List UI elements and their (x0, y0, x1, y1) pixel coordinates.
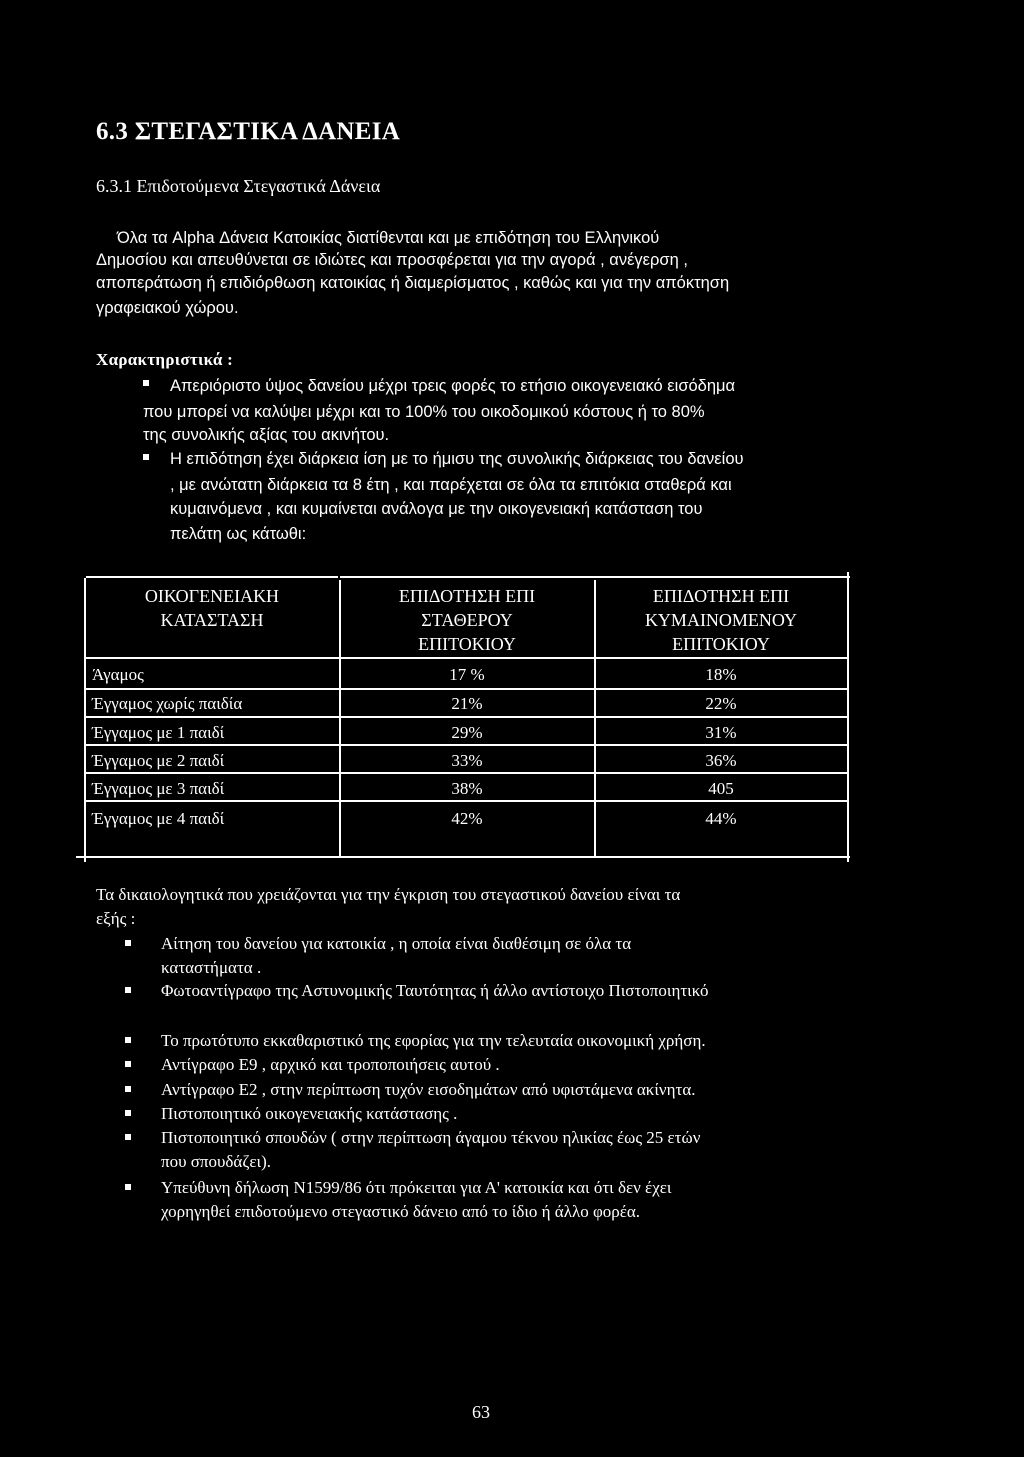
cell-fixed: 17 % (449, 665, 485, 684)
cell-floating: 22% (705, 694, 737, 713)
bullet-icon (143, 454, 149, 460)
document-item: Αντίγραφο Ε2 , στην περίπτωση τυχόν εισοδημάτων από υφιστάμενα ακίνητα. (161, 1080, 696, 1099)
cell-status: Έγγαμος με 3 παιδί (92, 779, 225, 798)
intro-line: αποπεράτωση ή επιδιόρθωση κατοικίας ή διαμερίσματος , καθώς και για την απόκτηση (96, 274, 730, 292)
cell-fixed: 29% (451, 723, 483, 742)
bullet-icon (125, 940, 131, 946)
bullet-icon (125, 1086, 131, 1092)
document-item: Αίτηση του δανείου για κατοικία , η οποία είναι διαθέσιμη σε όλα τα (161, 934, 632, 953)
section-title: 6.3 ΣΤΕΓΑΣΤΙΚΑ ΔΑΝΕΙΑ (96, 118, 401, 145)
cell-floating: 36% (705, 751, 737, 770)
cell-status: Έγγαμος με 1 παιδί (92, 723, 225, 742)
feature-line: πελάτη ως κάτωθι: (170, 525, 307, 543)
subsidy-table (76, 572, 850, 860)
column-header-floating: ΕΠΙΔΟΤΗΣΗ ΕΠΙ ΚΥΜΑΙΝΟΜΕΝΟΥ ΕΠΙΤΟΚΙΟΥ (644, 586, 798, 654)
table-border (86, 688, 848, 690)
feature-line: , με ανώτατη διάρκεια τα 8 έτη , και παρέχεται σε όλα τα επιτόκια σταθερά και (170, 476, 732, 494)
cell-floating: 405 (708, 779, 734, 798)
feature-line: Η επιδότηση έχει διάρκεια ίση με το ήμισυ της συνολικής διάρκειας του δανείου (170, 450, 744, 468)
bullet-icon (143, 380, 149, 386)
table-border (86, 800, 848, 802)
column-header-fixed: ΕΠΙΔΟΤΗΣΗ ΕΠΙ ΣΤΑΘΕΡΟΥ ΕΠΙΤΟΚΙΟΥ (398, 586, 536, 654)
cell-fixed: 42% (451, 809, 483, 828)
document-item: Υπεύθυνη δήλωση Ν1599/86 ότι πρόκειται για Α' κατοικία και ότι δεν έχει (161, 1178, 672, 1197)
table-border (86, 744, 848, 746)
documents-intro-line: εξής : (96, 909, 136, 928)
bullet-icon (125, 1134, 131, 1140)
feature-line: που μπορεί να καλύψει μέχρι και το 100% του οικοδομικού κόστους ή το 80% (143, 403, 705, 421)
cell-status: Άγαμος (92, 665, 144, 684)
table-border (76, 856, 850, 858)
subsection-title: 6.3.1 Επιδοτούμενα Στεγαστικά Δάνεια (96, 176, 381, 196)
cell-floating: 31% (705, 723, 737, 742)
document-item: Πιστοποιητικό σπουδών ( στην περίπτωση άγαμου τέκνου ηλικίας έως 25 ετών (161, 1128, 701, 1147)
document-item: Αντίγραφο Ε9 , αρχικό και τροποποιήσεις αυτού . (161, 1055, 500, 1074)
intro-line: Όλα τα Alpha Δάνεια Κατοικίας διατίθενται και με επιδότηση του Ελληνικού (117, 229, 660, 247)
intro-line: γραφειακού χώρου. (96, 299, 239, 317)
cell-fixed: 38% (451, 779, 483, 798)
cell-status: Έγγαμος χωρίς παιδία (92, 694, 243, 713)
intro-line: Δημοσίου και απευθύνεται σε ιδιώτες και προσφέρεται για την αγορά , ανέγερση , (96, 251, 688, 269)
cell-floating: 44% (705, 809, 737, 828)
table-border (86, 576, 338, 578)
table-border (340, 576, 850, 578)
document-item: καταστήματα . (161, 958, 262, 977)
document-item: Πιστοποιητικό οικογενειακής κατάστασης . (161, 1104, 458, 1123)
bullet-icon (125, 1037, 131, 1043)
feature-line: Απεριόριστο ύψος δανείου μέχρι τρεις φορές το ετήσιο οικογενειακό εισόδημα (170, 377, 736, 395)
feature-line: κυμαινόμενα , και κυμαίνεται ανάλογα με την οικογενειακή κατάσταση του (170, 500, 703, 518)
document-item: χορηγηθεί επιδοτούμενο στεγαστικό δάνειο από το ίδιο ή άλλο φορέα. (161, 1202, 641, 1221)
bullet-icon (125, 1061, 131, 1067)
cell-floating: 18% (705, 665, 737, 684)
features-label: Χαρακτηριστικά : (96, 350, 234, 369)
bullet-icon (125, 987, 131, 993)
document-item: Φωτοαντίγραφο της Αστυνομικής Ταυτότητας ή άλλο αντίστοιχο Πιστοποιητικό (161, 981, 709, 1000)
cell-fixed: 21% (451, 694, 483, 713)
feature-line: της συνολικής αξίας του ακινήτου. (143, 426, 390, 444)
page-number: 63 (472, 1402, 490, 1422)
column-header-status: ΟΙΚΟΓΕΝΕΙΑΚΗ ΚΑΤΑΣΤΑΣΗ (144, 586, 280, 630)
cell-status: Έγγαμος με 4 παιδί (92, 809, 225, 828)
table-border (86, 657, 848, 659)
table-border (86, 772, 848, 774)
bullet-icon (125, 1184, 131, 1190)
document-item: Το πρωτότυπο εκκαθαριστικό της εφορίας για την τελευταία οικονομική χρήση. (161, 1031, 706, 1050)
bullet-icon (125, 1110, 131, 1116)
documents-intro-line: Τα δικαιολογητικά που χρειάζονται για την έγκριση του στεγαστικού δανείου είναι τα (96, 885, 681, 904)
cell-status: Έγγαμος με 2 παιδί (92, 751, 225, 770)
cell-fixed: 33% (451, 751, 483, 770)
document-item: που σπουδάζει). (161, 1152, 271, 1171)
table-border (86, 716, 848, 718)
